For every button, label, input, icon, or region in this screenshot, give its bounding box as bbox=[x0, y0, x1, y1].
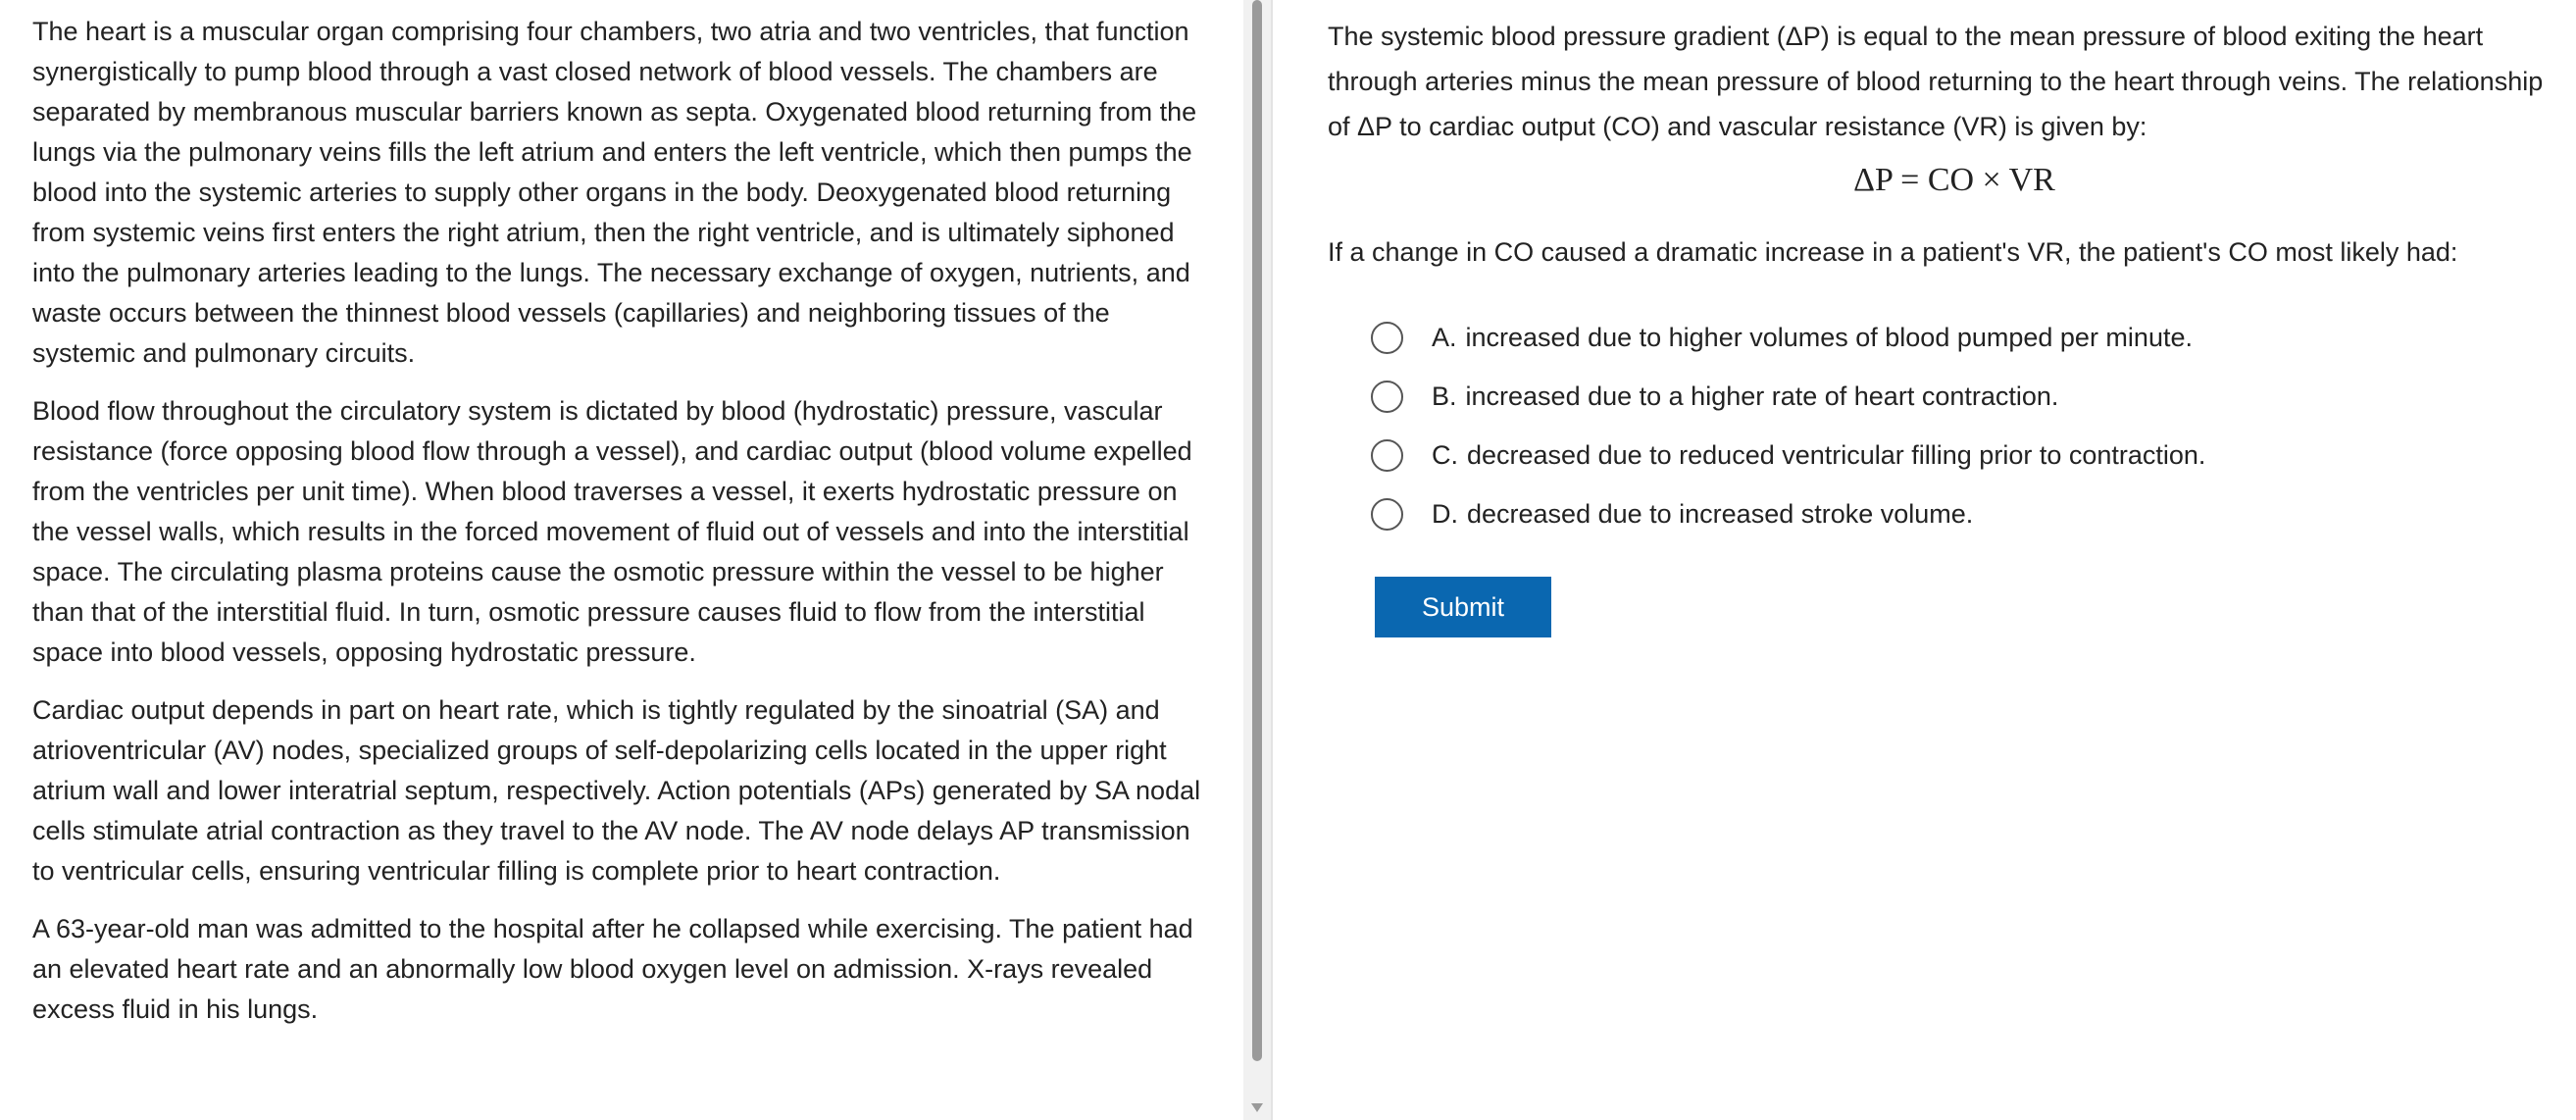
option-letter: C. bbox=[1432, 439, 1458, 470]
submit-button[interactable]: Submit bbox=[1375, 577, 1551, 637]
passage-scrollbar[interactable] bbox=[1243, 0, 1271, 1120]
passage-pane bbox=[0, 0, 1243, 1120]
passage-text bbox=[32, 12, 1219, 1047]
passage-paragraph-3: Cardiac output depends in part on heart rate, which is tightly regulated by the sinoatrial (SA) and atrioventricular (AV) nodes, specialized groups of self-depolarizing cells located in the upper right atrium wall and lower interatrial septum, respectively. Action potentials (APs) generated by SA nodal cells stimulate atrial contraction as they travel to the AV node. The AV node delays AP transmission to ventricular cells, ensuring ventricular filling is complete prior to heart contraction. bbox=[32, 695, 1201, 886]
option-letter: A. bbox=[1432, 322, 1457, 352]
answer-option-a[interactable] bbox=[1371, 308, 2205, 367]
question-stem: The systemic blood pressure gradient (ΔP) is equal to the mean pressure of blood exiting the heart through arteries minus the mean pressure of blood returning to the heart through veins. The relationship of ΔP to cardiac output (CO) and vascular resistance (VR) is given by: bbox=[1328, 22, 2544, 141]
passage-paragraph-4: A 63-year-old man was admitted to the hospital after he collapsed while exercising. The patient had an elevated heart rate and an abnormally low blood oxygen level on admission. X-rays revealed excess fluid in his lungs. bbox=[32, 914, 1193, 1024]
radio-button-icon[interactable] bbox=[1371, 439, 1403, 472]
answer-option-b[interactable] bbox=[1371, 367, 2205, 426]
scrollbar-thumb[interactable] bbox=[1252, 0, 1262, 1061]
option-text: increased due to a higher rate of heart contraction. bbox=[1465, 381, 2059, 411]
passage-paragraph-2: Blood flow throughout the circulatory system is dictated by blood (hydrostatic) pressure, vascular resistance (force opposing blood flow through a vessel), and cardiac output (blood volume expelled from the ventricles per unit time). When blood traverses a vessel, it exerts hydrostatic pressure on the vessel walls, which results in the forced movement of fluid out of vessels and into the interstitial space. The circulating plasma proteins cause the osmotic pressure within the vessel to be higher than that of the interstitial fluid. In turn, osmotic pressure causes fluid to flow from the interstitial space into blood vessels, opposing hydrostatic pressure. bbox=[32, 396, 1192, 667]
answer-option-c[interactable] bbox=[1371, 426, 2205, 484]
question-pane bbox=[1273, 0, 2576, 1120]
answer-option-d[interactable] bbox=[1371, 484, 2205, 543]
radio-button-icon[interactable] bbox=[1371, 322, 1403, 354]
scroll-down-arrow-icon[interactable] bbox=[1251, 1103, 1263, 1112]
question-prompt: If a change in CO caused a dramatic increase in a patient's VR, the patient's CO most likely had: bbox=[1328, 237, 2458, 267]
option-text: increased due to higher volumes of blood pumped per minute. bbox=[1465, 322, 2193, 352]
radio-button-icon[interactable] bbox=[1371, 498, 1403, 531]
answer-options bbox=[1371, 308, 2205, 543]
option-text: decreased due to increased stroke volume. bbox=[1467, 498, 1974, 529]
radio-button-icon[interactable] bbox=[1371, 381, 1403, 413]
passage-paragraph-1: The heart is a muscular organ comprising four chambers, two atria and two ventricles, that function synergistically to pump blood through a vast closed network of blood vessels. The chambers are separated by membranous muscular barriers known as septa. Oxygenated blood returning from the lungs via the pulmonary veins fills the left atrium and enters the left ventricle, which then pumps the blood into the systemic arteries to supply other organs in the body. Deoxygenated blood returning from systemic veins first enters the right atrium, then the right ventricle, and is ultimately siphoned into the pulmonary arteries leading to the lungs. The necessary exchange of oxygen, nutrients, and waste occurs between the thinnest blood vessels (capillaries) and neighboring tissues of the systemic and pulmonary circuits. bbox=[32, 17, 1197, 368]
option-text: decreased due to reduced ventricular filling prior to contraction. bbox=[1467, 439, 2206, 470]
option-letter: B. bbox=[1432, 381, 1457, 411]
equation: ΔP = CO × VR bbox=[1853, 162, 2055, 198]
option-letter: D. bbox=[1432, 498, 1458, 529]
